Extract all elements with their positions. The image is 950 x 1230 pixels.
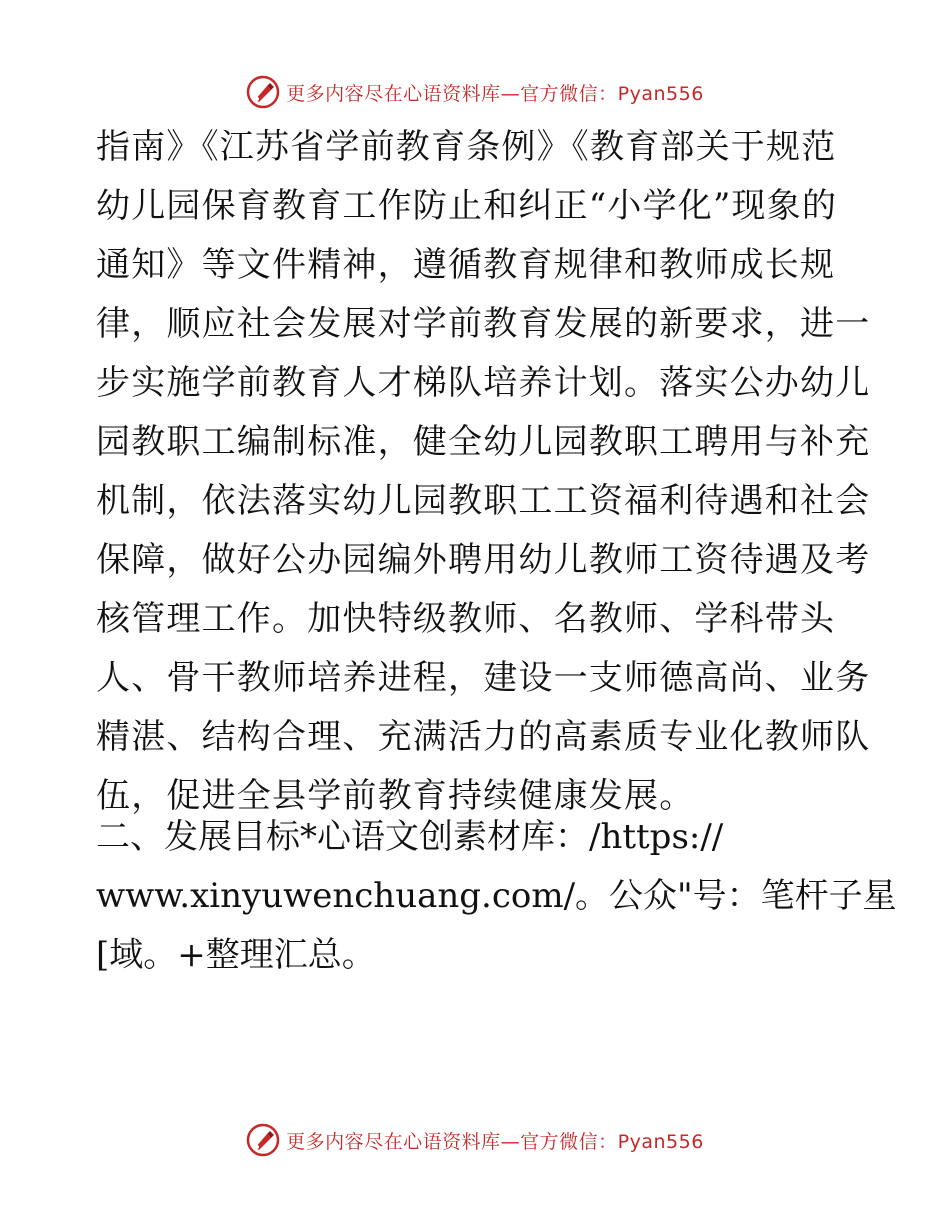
paragraph-line: 幼儿园保育教育工作防止和纠正“小学化”现象的 bbox=[96, 186, 838, 226]
paragraph-line: 精湛、结构合理、充满活力的高素质专业化教师队 bbox=[96, 717, 871, 757]
paragraph-line: 指南》《江苏省学前教育条例》《教育部关于规范 bbox=[96, 127, 837, 167]
paragraph-line: 伍，促进全县学前教育持续健康发展。 bbox=[96, 776, 695, 816]
pen-seal-logo-icon bbox=[246, 1123, 280, 1157]
footer-banner bbox=[0, 1120, 950, 1160]
header-banner bbox=[0, 72, 950, 112]
section-line: www.xinyuwenchuang.com/。公众"号：笔杆子星 bbox=[96, 876, 897, 916]
paragraph-line: 人、骨干教师培养进程，建设一支师德高尚、业务 bbox=[96, 658, 871, 698]
section-line: 二、发展目标*心语文创素材库：/https:// bbox=[96, 817, 724, 857]
paragraph-line: 机制，依法落实幼儿园教职工工资福利待遇和社会 bbox=[96, 481, 871, 521]
section-line: [域。+整理汇总。 bbox=[96, 935, 376, 975]
paragraph-line: 律，顺应社会发展对学前教育发展的新要求，进一 bbox=[96, 304, 871, 344]
body-paragraph bbox=[96, 118, 871, 826]
pen-seal-logo-icon bbox=[246, 75, 280, 109]
paragraph-line: 园教职工编制标准，健全幼儿园教职工聘用与补充 bbox=[96, 422, 871, 462]
section-heading bbox=[96, 808, 897, 985]
paragraph-line: 步实施学前教育人才梯队培养计划。落实公办幼儿 bbox=[96, 363, 871, 403]
paragraph-line: 保障，做好公办园编外聘用幼儿教师工资待遇及考 bbox=[96, 540, 871, 580]
banner-text: 更多内容尽在心语资料库—官方微信：Pyan556 bbox=[286, 1130, 704, 1153]
paragraph-line: 通知》等文件精神，遵循教育规律和教师成长规 bbox=[96, 245, 836, 285]
paragraph-line: 核管理工作。加快特级教师、名教师、学科带头 bbox=[96, 599, 836, 639]
banner-text: 更多内容尽在心语资料库—官方微信：Pyan556 bbox=[286, 82, 704, 105]
